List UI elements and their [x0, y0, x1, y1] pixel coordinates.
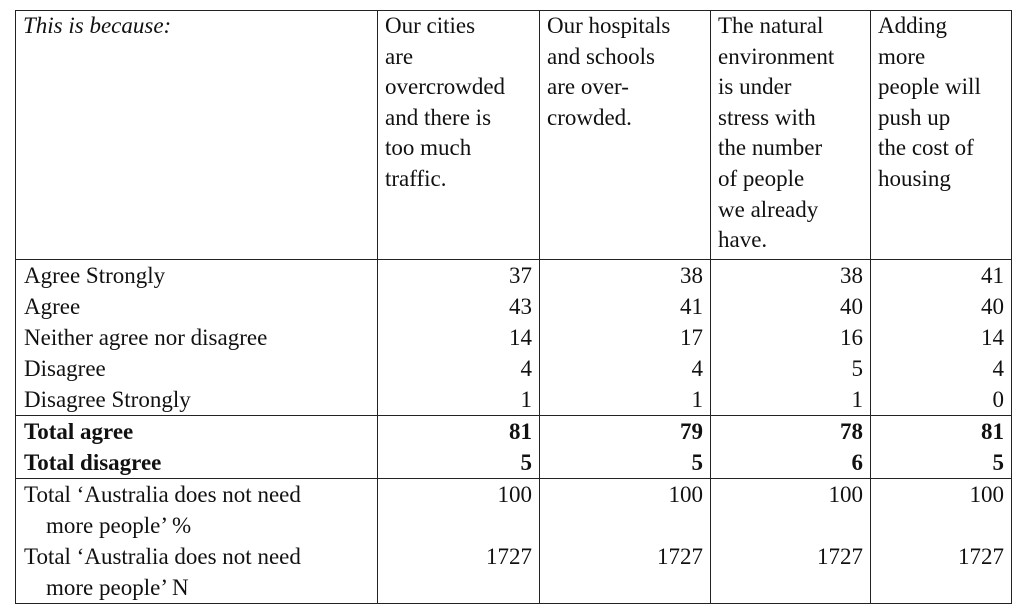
total-values-environment — [711, 416, 871, 479]
footer-values-cities — [378, 479, 540, 604]
percent-label: Total ‘Australia does not need — [24, 482, 301, 507]
header-line: Our cities — [385, 13, 476, 38]
total-value: 6 — [851, 450, 863, 475]
response-value: 38 — [680, 263, 703, 288]
count-label: Total ‘Australia does not need — [24, 544, 301, 569]
footer-values-housing — [871, 479, 1012, 604]
response-value: 41 — [680, 294, 703, 319]
header-line: more — [878, 43, 926, 69]
response-value: 40 — [981, 294, 1004, 319]
response-value: 14 — [509, 325, 532, 350]
count-label: more people’ N — [46, 575, 189, 600]
header-line: environment — [718, 43, 835, 69]
percent-value: 100 — [497, 482, 532, 507]
count-value: 1727 — [657, 544, 703, 569]
header-line: housing — [878, 165, 951, 191]
response-value: 41 — [981, 263, 1004, 288]
header-col-hospitals — [540, 11, 711, 260]
response-value: 1 — [520, 387, 532, 412]
response-value: 5 — [851, 356, 863, 381]
percent-value: 100 — [969, 482, 1004, 507]
total-values-hospitals — [540, 416, 711, 479]
response-values-environment — [711, 260, 871, 416]
footer-values-environment — [711, 479, 871, 604]
header-line: the number — [718, 135, 823, 161]
response-value: 4 — [520, 356, 532, 381]
header-line: people will — [878, 74, 981, 100]
footer-values-hospitals — [540, 479, 711, 604]
total-value: 81 — [509, 419, 532, 444]
header-line: too much — [385, 135, 472, 161]
total-value: 79 — [680, 419, 703, 444]
total-values-cities — [378, 416, 540, 479]
percent-label: more people’ % — [46, 513, 192, 538]
response-value: 38 — [840, 263, 863, 288]
response-values-cities — [378, 260, 540, 416]
header-line: and schools — [547, 43, 655, 69]
header-line: and there is — [385, 104, 492, 130]
total-labels — [16, 416, 378, 479]
total-value: 81 — [981, 419, 1004, 444]
response-label: Agree — [24, 294, 81, 319]
count-value: 1727 — [486, 544, 532, 569]
count-value: 1727 — [817, 544, 863, 569]
response-label: Disagree — [24, 356, 106, 381]
count-value: 1727 — [958, 544, 1004, 569]
header-line: have. — [718, 227, 768, 253]
response-label: Neither agree nor disagree — [24, 325, 268, 350]
header-line: are over- — [547, 74, 629, 100]
response-label: Disagree Strongly — [24, 387, 191, 412]
header-line: traffic. — [385, 165, 447, 191]
response-values-hospitals — [540, 260, 711, 416]
survey-table — [15, 10, 1012, 604]
responses-row — [16, 260, 1012, 416]
total-value: 5 — [992, 450, 1004, 475]
response-values-housing — [871, 260, 1012, 416]
response-value: 1 — [851, 387, 863, 412]
total-value: 78 — [840, 419, 863, 444]
response-value: 43 — [509, 294, 532, 319]
header-line: Adding — [878, 13, 947, 38]
header-col-environment — [711, 11, 871, 260]
header-line: push up — [878, 104, 951, 130]
header-col-housing — [871, 11, 1012, 260]
response-label: Agree Strongly — [24, 263, 166, 288]
response-value: 16 — [840, 325, 863, 350]
response-value: 40 — [840, 294, 863, 319]
header-line: we already — [718, 196, 819, 222]
total-label: Total disagree — [24, 450, 162, 475]
percent-value: 100 — [828, 482, 863, 507]
percent-value: 100 — [668, 482, 703, 507]
header-line: the cost of — [878, 135, 974, 161]
header-line: of people — [718, 165, 805, 191]
total-value: 5 — [691, 450, 703, 475]
response-value: 4 — [992, 356, 1004, 381]
response-value: 14 — [981, 325, 1004, 350]
response-value: 37 — [509, 263, 532, 288]
total-label: Total agree — [24, 419, 134, 444]
header-intro: This is because: — [16, 11, 378, 260]
header-line: Our hospitals — [547, 13, 671, 38]
header-line: crowded. — [547, 104, 632, 130]
totals-row — [16, 416, 1012, 479]
total-values-housing — [871, 416, 1012, 479]
header-line: is under — [718, 74, 792, 100]
response-value: 4 — [691, 356, 703, 381]
response-labels — [16, 260, 378, 416]
header-line: stress with — [718, 104, 816, 130]
header-line: are — [385, 43, 414, 69]
response-value: 1 — [691, 387, 703, 412]
header-row — [16, 11, 1012, 260]
header-line: The natural — [718, 13, 824, 38]
footer-row — [16, 479, 1012, 604]
footer-labels — [16, 479, 378, 604]
response-value: 17 — [680, 325, 703, 350]
total-value: 5 — [520, 450, 532, 475]
header-line: overcrowded — [385, 74, 506, 100]
header-col-cities — [378, 11, 540, 260]
response-value: 0 — [992, 387, 1004, 412]
